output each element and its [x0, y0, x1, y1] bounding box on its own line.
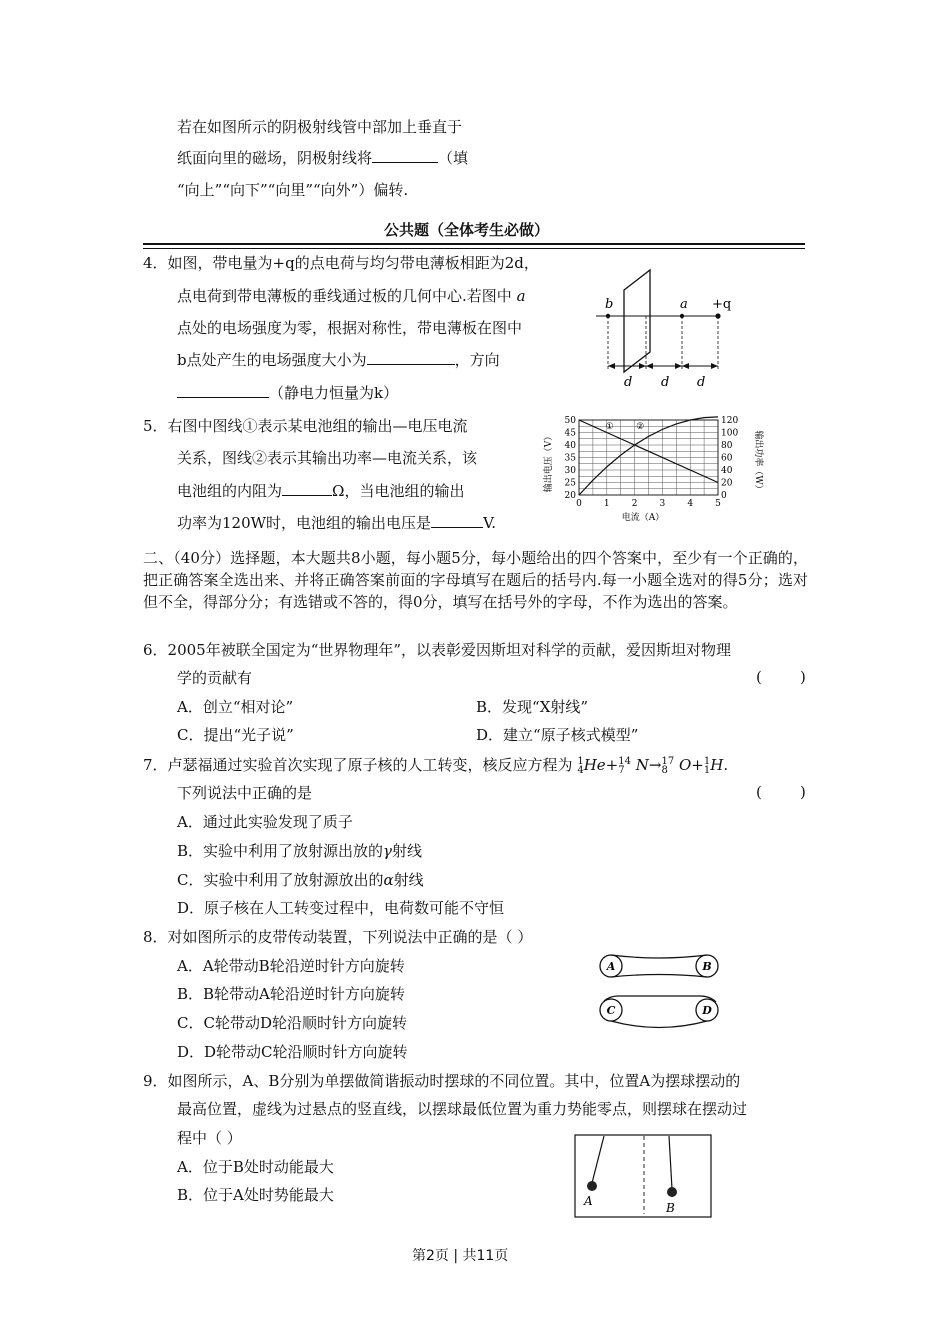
- alpha-symbol: α: [383, 871, 394, 889]
- label-b: B: [666, 1201, 675, 1215]
- figure-frame: [575, 1135, 711, 1217]
- intro-line-2-tail: （填: [438, 149, 469, 167]
- chart-y2label: 输出功率（W）: [753, 430, 763, 494]
- q5-line-4-text: 功率为120W时，电池组的输出电压是: [177, 514, 432, 532]
- answer-blank[interactable]: [367, 350, 455, 365]
- label-wheel-d: D: [702, 1004, 712, 1017]
- gamma-symbol: γ: [383, 842, 392, 860]
- y-tick-label: 25: [564, 478, 576, 489]
- y2-tick-label: 20: [721, 478, 733, 489]
- q6-line-1: 6．2005年被联全国定为“世界物理年”，以表彰爱因斯坦对科学的贡献，爱因斯坦对物理: [143, 641, 732, 659]
- chart-xlabel: 电流（A）: [621, 513, 665, 523]
- answer-blank[interactable]: [177, 383, 269, 398]
- x-tick-label: 1: [603, 499, 610, 509]
- section-divider-thin: [143, 248, 805, 249]
- q4-line-1: 4．如图，带电量为+q的点电荷与均匀带电薄板相距为2d，: [143, 254, 539, 272]
- series-label-1: ①: [605, 422, 614, 432]
- label-a: A: [584, 1194, 593, 1208]
- q6-answer-paren[interactable]: ( ): [756, 668, 806, 686]
- label-q: +q: [712, 297, 732, 312]
- q8-option-b[interactable]: B．B轮带动A轮沿逆时针方向旋转: [177, 985, 405, 1003]
- q6-option-c[interactable]: C．提出“光子说”: [177, 726, 294, 744]
- section-title-public: 公共题（全体考生必做）: [384, 221, 550, 239]
- q4-line-2-text: 点电荷到带电薄板的垂线通过板的几何中心.若图中: [177, 287, 512, 305]
- intro-line-1: 若在如图所示的阴极射线管中部加上垂直于: [177, 118, 463, 136]
- y-tick-label: 45: [564, 428, 576, 439]
- x-tick-label: 4: [687, 499, 694, 509]
- q7-option-d[interactable]: D．原子核在人工转变过程中，电荷数可能不守恒: [177, 899, 505, 917]
- q5-line-4-tail: V.: [483, 514, 497, 532]
- q8-option-a[interactable]: A．A轮带动B轮沿逆时针方向旋转: [177, 957, 405, 975]
- q9-line-3: 程中（ ）: [177, 1129, 242, 1147]
- q6-option-a[interactable]: A．创立“相对论”: [177, 698, 294, 716]
- bob-b: [667, 1187, 677, 1197]
- q5-voltage-power-chart: [544, 410, 763, 523]
- answer-blank[interactable]: [282, 481, 332, 496]
- q5-line-4: [177, 513, 496, 533]
- q4-charged-plate-figure: [592, 262, 742, 392]
- x-tick-label: 5: [715, 499, 721, 509]
- q4-line-5-tail: （静电力恒量为k）: [269, 384, 399, 402]
- q7-option-b-text: B．实验中利用了放射源出放的: [177, 842, 384, 860]
- q5-line-3-text: 电池组的内阻为: [177, 482, 283, 500]
- q7-line-1: [143, 755, 728, 775]
- q9-line-1: 9．如图所示，A、B分别为单摆做简谐振动时摆球的不同位置。其中，位置A为摆球摆动的: [143, 1072, 741, 1090]
- y-tick-label: 30: [564, 466, 576, 476]
- q4-line-4-tail: ，方向: [454, 351, 500, 369]
- belt-bottom-ab: [611, 975, 707, 978]
- q7-option-c[interactable]: [177, 870, 424, 890]
- q8-line-1: 8．对如图所示的皮带传动装置，下列说法中正确的是（ ）: [143, 928, 533, 946]
- x-tick-label: 2: [631, 499, 638, 509]
- label-b: b: [605, 297, 614, 312]
- q6-option-b[interactable]: B．发现“X射线”: [476, 698, 589, 716]
- q9-option-b[interactable]: B．位于A处时势能最大: [177, 1186, 334, 1204]
- q6-line-2: 学的贡献有: [177, 669, 253, 687]
- series-label-2: ②: [636, 422, 645, 432]
- y2-tick-label: 60: [721, 453, 733, 464]
- q4-line-4-text: b点处产生的电场强度大小为: [177, 351, 367, 369]
- intro-line-3: “向上”“向下”“向里”“向外”）偏转.: [177, 181, 409, 199]
- y-tick-label: 20: [564, 491, 576, 501]
- q7-option-c-text: C．实验中利用了放射源放出的: [177, 871, 384, 889]
- y2-tick-label: 0: [721, 491, 727, 501]
- q7-line-1-text: 7．卢瑟福通过实验首次实现了原子核的人工转变，核反应方程为: [143, 756, 573, 774]
- q6-option-d[interactable]: D．建立“原子核式模型”: [476, 726, 639, 744]
- q9-line-2: 最高位置，虚线为过悬点的竖直线，以摆球最低位置为重力势能零点，则摆球在摆动过: [177, 1100, 748, 1118]
- x-tick-label: 3: [659, 499, 666, 509]
- answer-blank[interactable]: [372, 148, 438, 163]
- q7-line-2: 下列说法中正确的是: [177, 784, 313, 802]
- q7-option-b[interactable]: [177, 841, 422, 861]
- label-d-2: d: [661, 375, 670, 390]
- q7-option-b-tail: 射线: [392, 842, 423, 860]
- y2-tick-label: 100: [721, 428, 739, 439]
- string-a: [592, 1136, 604, 1183]
- q4-var-a: a: [516, 287, 526, 305]
- nuclear-reaction-equation: 1 4He+14 7 N→17 8 O+1 1H.: [577, 756, 729, 776]
- intro-line-2: [177, 148, 468, 168]
- chart-ylabel: 输出电压（V）: [544, 431, 554, 493]
- q7-option-a[interactable]: A．通过此实验发现了质子: [177, 813, 353, 831]
- section-divider-thick: [143, 243, 805, 245]
- q8-belt-drive-figure: [596, 950, 724, 1036]
- string-b: [669, 1136, 672, 1189]
- q4-line-3: 点处的电场强度为零，根据对称性，带电薄板在图中: [177, 319, 523, 337]
- q9-pendulum-figure: [574, 1134, 714, 1220]
- q5-line-3: [177, 481, 464, 501]
- q5-line-2: 关系，图线②表示其输出功率—电流关系，该: [177, 449, 478, 467]
- q8-option-c[interactable]: C．C轮带动D轮沿顺时针方向旋转: [177, 1014, 407, 1032]
- q4-line-2: [177, 286, 526, 306]
- y-tick-label: 40: [564, 441, 576, 451]
- x-tick-label: 0: [576, 499, 582, 509]
- bob-a: [587, 1181, 597, 1191]
- q9-option-a[interactable]: A．位于B处时动能最大: [177, 1158, 334, 1176]
- y2-tick-label: 80: [721, 441, 733, 451]
- q4-line-5: [177, 383, 398, 403]
- section-2-instructions: 二、（40分）选择题，本大题共8小题，每小题5分，每小题给出的四个答案中，至少有一个正确的，把正确答案全选出来、并将正确答案前面的字母填写在题后的括号内.每一小题全选对的得5分；选对但不全，得部分分；有选错或不答的，得0分，填写在括号外的字母，不作为选出的答案。: [143, 549, 808, 611]
- y2-tick-label: 120: [721, 416, 739, 426]
- answer-blank[interactable]: [431, 513, 483, 528]
- y-tick-label: 35: [564, 453, 576, 464]
- y2-tick-label: 40: [721, 466, 733, 476]
- label-wheel-b: B: [702, 960, 712, 973]
- label-d-3: d: [697, 375, 706, 390]
- q5-line-1: 5．右图中图线①表示某电池组的输出—电压电流: [143, 417, 468, 435]
- label-a: a: [680, 297, 688, 312]
- intro-line-2-text: 纸面向里的磁场，阴极射线将: [177, 149, 373, 167]
- belt-top-ab: [611, 955, 707, 958]
- page-footer: 第2页 | 共11页: [412, 1248, 509, 1264]
- q7-option-c-tail: 射线: [393, 871, 424, 889]
- q5-line-3-tail: Ω，当电池组的输出: [332, 482, 465, 500]
- belt-bottom-cd: [611, 1021, 707, 1028]
- label-d-1: d: [624, 375, 633, 390]
- label-wheel-c: C: [606, 1004, 616, 1017]
- q8-option-d[interactable]: D．D轮带动C轮沿顺时针方向旋转: [177, 1043, 408, 1061]
- y-tick-label: 50: [564, 416, 576, 426]
- belt-top-cd: [604, 996, 716, 1002]
- q7-answer-paren[interactable]: ( ): [756, 783, 806, 801]
- label-wheel-a: A: [606, 960, 616, 973]
- q4-line-4: [177, 350, 500, 370]
